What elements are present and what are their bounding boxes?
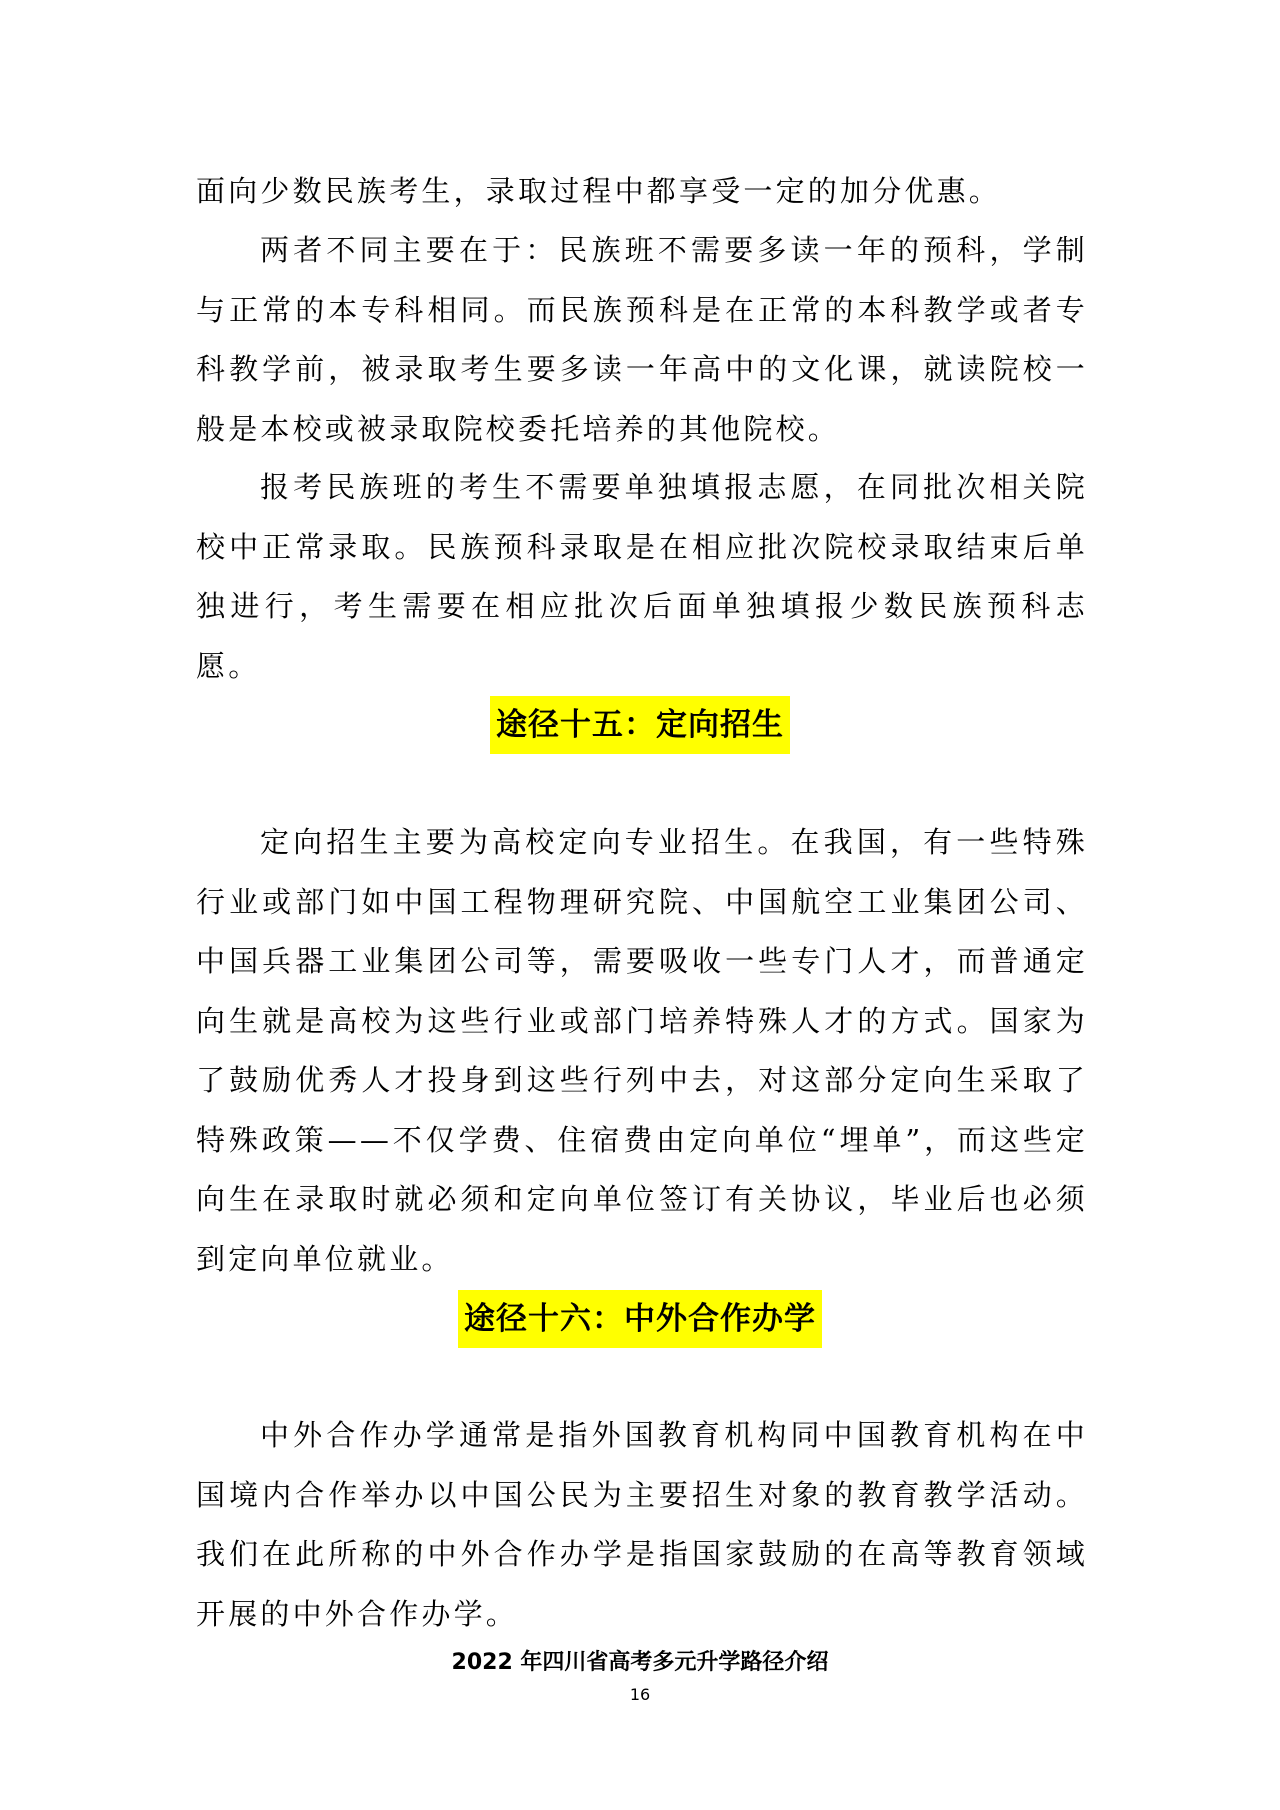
- section-15-body: 定向招生主要为高校定向专业招生。在我国，有一些特殊行业或部门如中国工程物理研究院、中国航空工业集团公司、中国兵器工业集团公司等，需要吸收一些专门人才，而普通定向生就是高校为这些行业或部门培养特殊人才的方式。国家为了鼓励优秀人才投身到这些行列中去，对这部分定向生采取了特殊政策——不仅学费、住宿费由定向单位“埋单”，而这些定向生在录取时就必须和定向单位签订有关协议，毕业后也必须到定向单位就业。: [196, 825, 1088, 1276]
- section-16-heading-row: [0, 1290, 1280, 1348]
- footer-title: 2022 年四川省高考多元升学路径介绍: [451, 1650, 829, 1675]
- paragraph-continuation: 面向少数民族考生，录取过程中都享受一定的加分优惠。: [196, 174, 1002, 208]
- section-16-heading: 途径十六：中外合作办学: [458, 1290, 822, 1348]
- section-16-body: 中外合作办学通常是指外国教育机构同中国教育机构在中国境内合作举办以中国公民为主要招生对象的教育教学活动。我们在此所称的中外合作办学是指国家鼓励的在高等教育领域开展的中外合作办学。: [196, 1418, 1088, 1631]
- section-15-heading-row: [0, 696, 1280, 754]
- paragraph-admission: 报考民族班的考生不需要单独填报志愿，在同批次相关院校中正常录取。民族预科录取是在相应批次院校录取结束后单独进行，考生需要在相应批次后面单独填报少数民族预科志愿。: [196, 470, 1088, 683]
- page-number: 16: [629, 1685, 651, 1704]
- section-15-heading: 途径十五：定向招生: [490, 696, 790, 754]
- paragraph-differences: 两者不同主要在于：民族班不需要多读一年的预科，学制与正常的本专科相同。而民族预科是在正常的本科教学或者专科教学前，被录取考生要多读一年高中的文化课，就读院校一般是本校或被录取院校委托培养的其他院校。: [196, 233, 1088, 446]
